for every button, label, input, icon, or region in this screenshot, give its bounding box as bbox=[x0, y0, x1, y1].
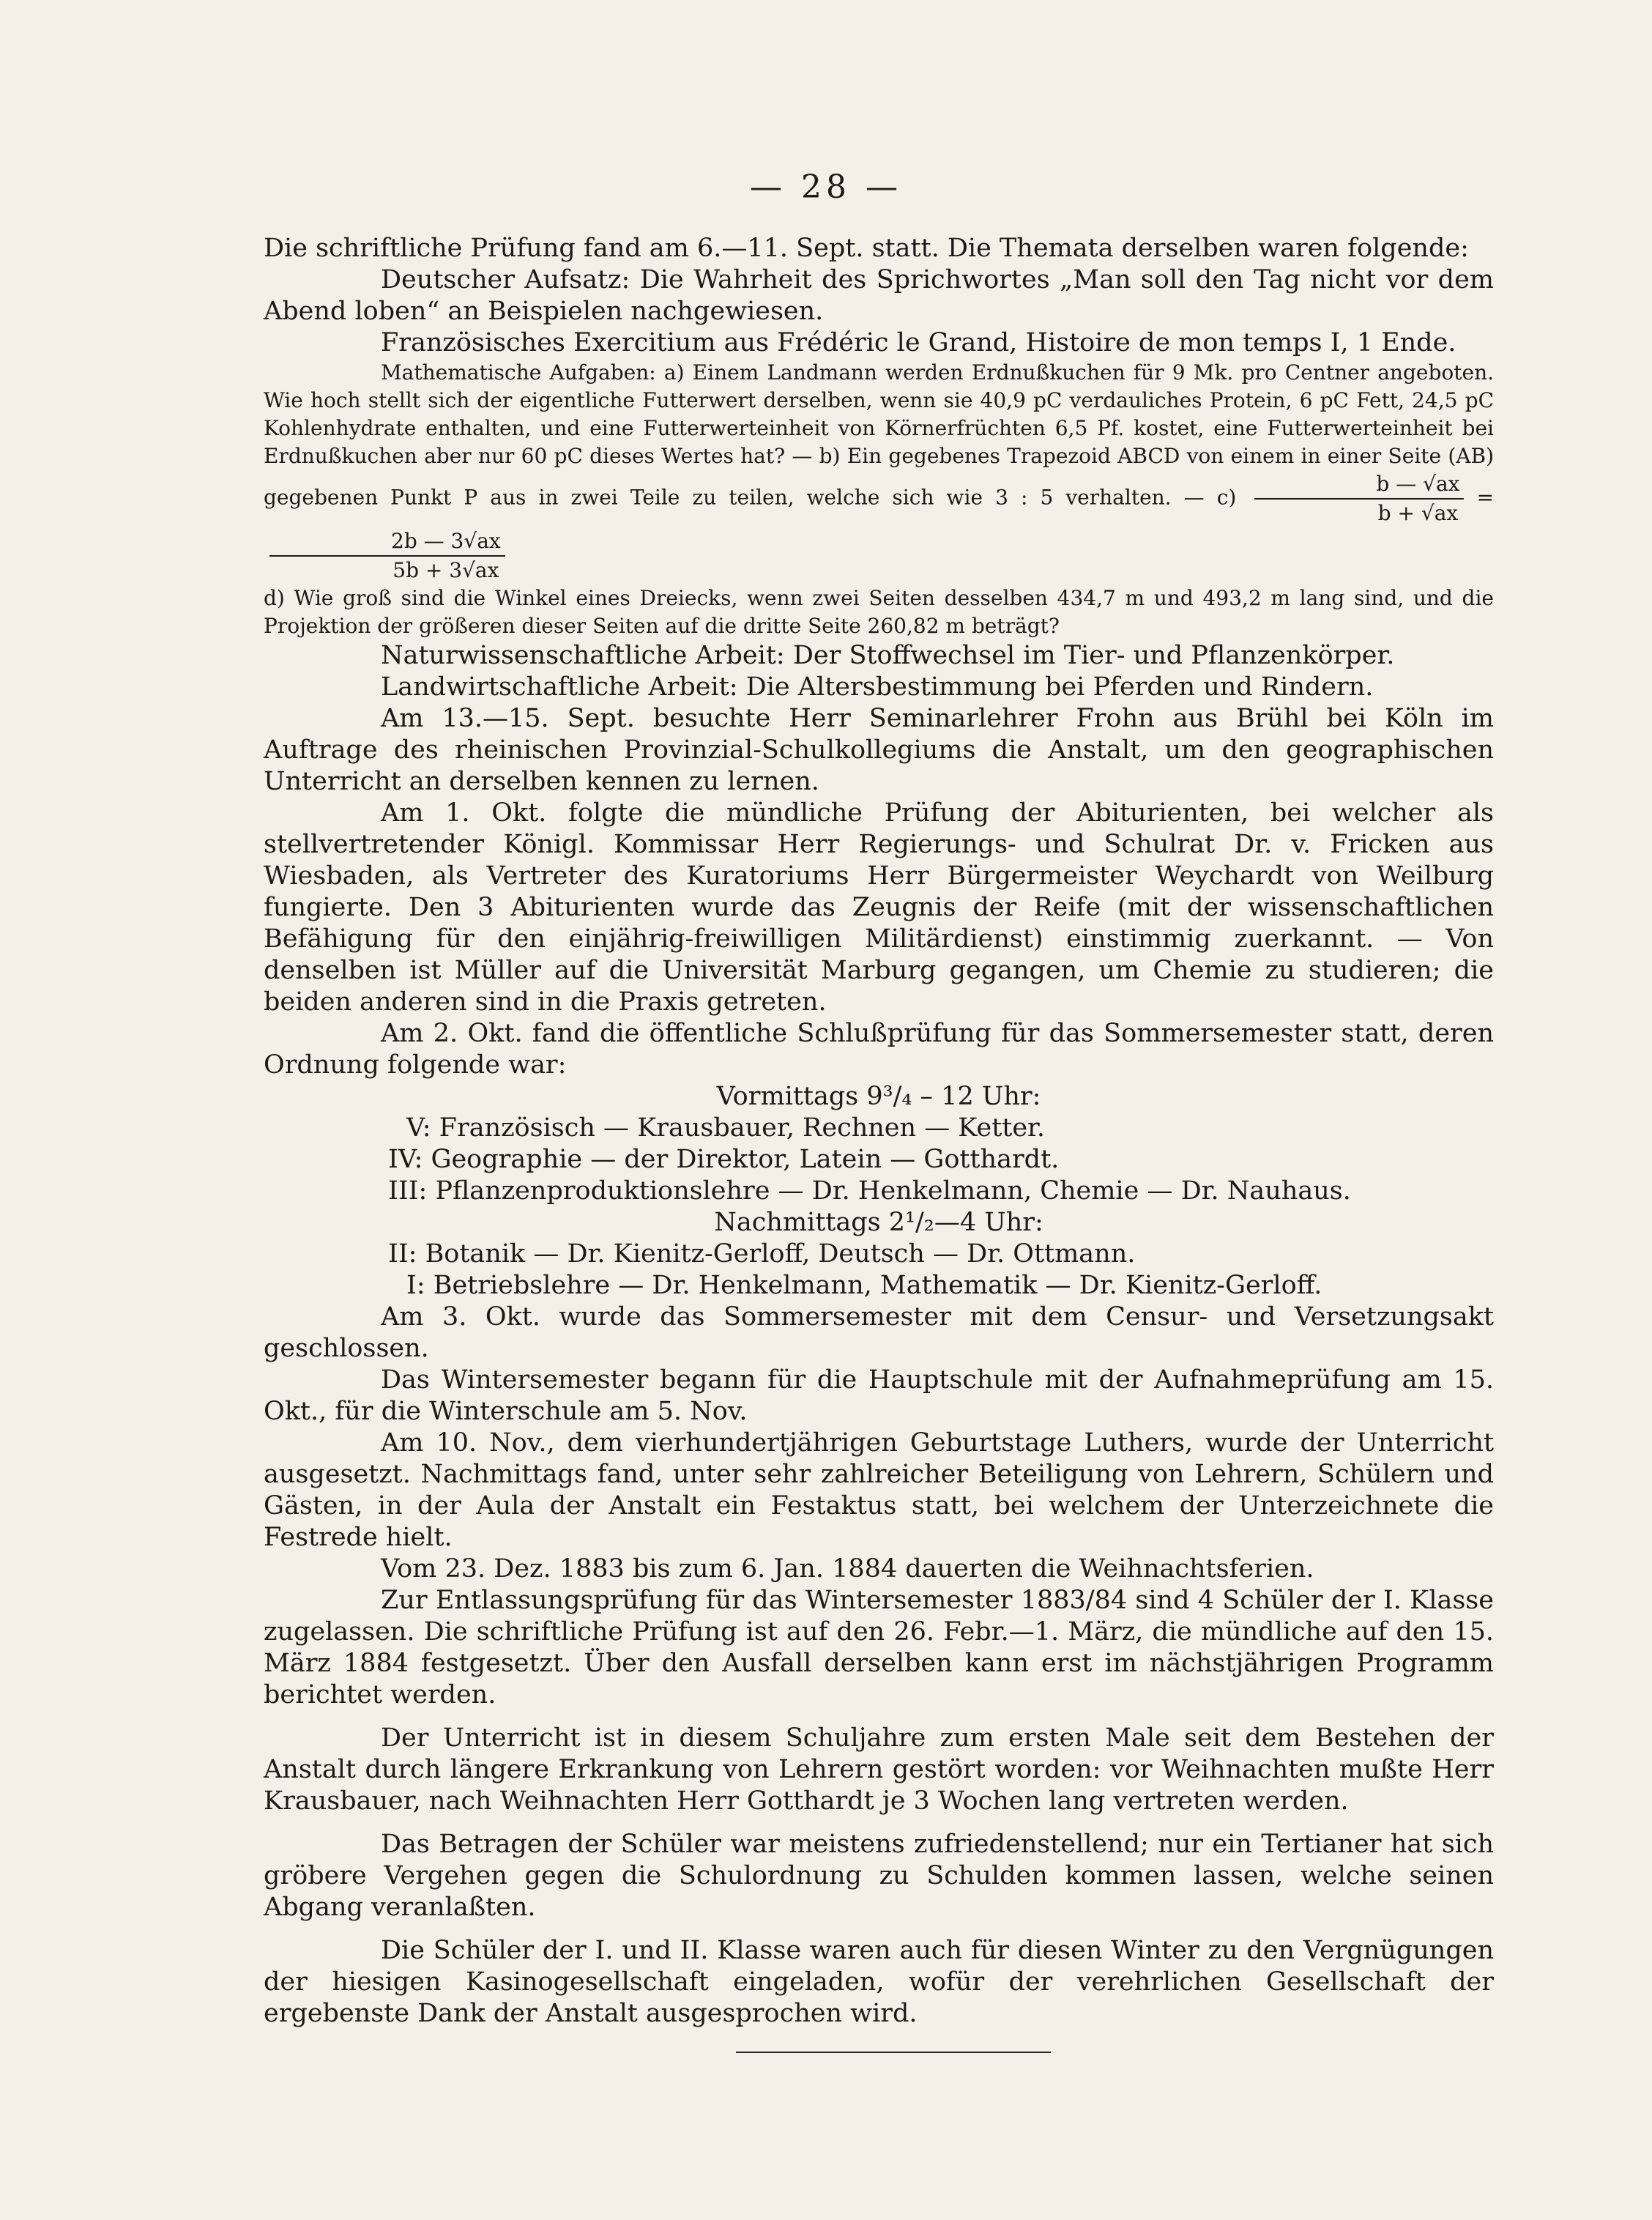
paragraph-final-exam: Am 2. Okt. fand die öffentliche Schlußprüfung für das Sommersemester statt, deren Ordnung folgende war: bbox=[264, 1019, 1494, 1080]
paragraph-conduct: Das Betragen der Schüler war meistens zufriedenstellend; nur ein Tertianer hat sich gröbere Vergehen gegen die Schulordnung zu Schulden kommen lassen, welche seinen Abgang veranlaßten. bbox=[264, 1830, 1494, 1922]
paragraph-french-exercise: Französisches Exercitium aus Frédéric le Grand, Histoire de mon temps I, 1 Ende. bbox=[381, 328, 1456, 357]
paragraph-christmas-holidays: Vom 23. Dez. 1883 bis zum 6. Jan. 1884 dauerten die Weihnachtsferien. bbox=[381, 1554, 1314, 1584]
schedule-line-i: I: Betriebslehre — Dr. Henkelmann, Mathematik — Dr. Kienitz-Gerloff. bbox=[406, 1271, 1322, 1300]
paragraph-agriculture-work: Landwirtschaftliche Arbeit: Die Altersbestimmung bei Pferden und Rindern. bbox=[381, 672, 1374, 702]
paragraph-casino: Die Schüler der I. und II. Klasse waren auch für diesen Winter zu den Vergnügungen der hiesigen Kasinogesellschaft eingeladen, wofür der verehrlichen Gesellschaft der ergebenste Dank der Anstalt ausgesprochen wird. bbox=[264, 1936, 1494, 2028]
paragraph-leaving-exam: Zur Entlassungsprüfung für das Wintersemester 1883/84 sind 4 Schüler der I. Klasse zugelassen. Die schriftliche Prüfung ist auf den 26. Febr.—1. März, die mündliche auf den 15. März 1884 festgesetzt. Über den Ausfall derselben kann erst im nächstjährigen Programm berichtet werden. bbox=[264, 1586, 1494, 1709]
paragraph-winter-semester: Das Wintersemester begann für die Hauptschule mit der Aufnahmeprüfung am 15. Okt., für die Winterschule am 5. Nov. bbox=[264, 1365, 1494, 1426]
paragraph-exam-intro: Die schriftliche Prüfung fand am 6.—11. Sept. statt. Die Themata derselben waren folgende: bbox=[264, 234, 1469, 263]
paragraph-german-essay: Deutscher Aufsatz: Die Wahrheit des Sprichwortes „Man soll den Tag nicht vor dem Abend loben“ an Beispielen nachgewiesen. bbox=[264, 265, 1494, 326]
schedule-line-iii: III: Pflanzenproduktionslehre — Dr. Henkelmann, Chemie — Dr. Nauhaus. bbox=[388, 1176, 1351, 1206]
paragraph-science-work: Naturwissenschaftliche Arbeit: Der Stoffwechsel im Tier- und Pflanzenkörper. bbox=[381, 641, 1395, 670]
schedule-afternoon-heading: Nachmittags 2¹/₂—4 Uhr: bbox=[714, 1208, 1043, 1237]
page-number: — 28 — bbox=[750, 168, 902, 206]
paragraph-semester-close: Am 3. Okt. wurde das Sommersemester mit dem Censur- und Versetzungsakt geschlossen. bbox=[264, 1302, 1494, 1363]
paragraph-luther-day: Am 10. Nov., dem vierhundertjährigen Geburtstage Luthers, wurde der Unterricht ausgesetzt. Nachmittags fand, unter sehr zahlreicher Beteiligung von Lehrern, Schülern und Gästen, in der Aula der Anstalt ein Festaktus statt, bei welchem der Unterzeichnete die Festrede hielt. bbox=[264, 1428, 1494, 1552]
paragraph-math-tasks bbox=[264, 359, 1494, 584]
paragraph-gap bbox=[264, 1923, 1494, 1935]
paragraph-illness: Der Unterricht ist in diesem Schuljahre zum ersten Male seit dem Bestehen der Anstalt durch längere Erkrankung von Lehrern gestört worden: vor Weihnachten mußte Herr Krausbauer, nach Weihnachten Herr Gotthardt je 3 Wochen lang vertreten werden. bbox=[264, 1723, 1494, 1816]
formula-right-denominator: 5b + 3√ax bbox=[392, 558, 499, 582]
schedule-morning-heading: Vormittags 9³/₄ – 12 Uhr: bbox=[716, 1082, 1041, 1111]
paragraph-gap bbox=[264, 1817, 1494, 1829]
math-tasks-text: Mathematische Aufgaben: a) Einem Landmann werden Erdnußkuchen für 9 Mk. pro Centner angeboten. Wie hoch stellt sich der eigentliche Futterwert derselben, wenn sie 40,9 pC verdauliches Protein, 6 pC Fett, 24,5 pC Kohlenhydrate enthalten, und eine Futterwerteinheit von Körnerfrüchten 6,5 Pf. kostet, eine Futterwerteinheit bei Erdnußkuchen aber nur 60 pC dieses Wertes hat? — b) Ein gegebenes Trapezoid ABCD von einem in einer Seite (AB) gegebenen Punkt P aus in zwei Teile zu teilen, welche sich wie 3 : 5 verhalten. — c) bbox=[264, 360, 1494, 510]
formula-left-fraction bbox=[1254, 470, 1464, 527]
paragraph-oral-exam: Am 1. Okt. folgte die mündliche Prüfung der Abiturienten, bei welcher als stellvertretender Königl. Kommissar Herr Regierungs- und Schulrat Dr. v. Fricken aus Wiesbaden, als Vertreter des Kuratoriums Herr Bürgermeister Weychardt von Weilburg fungierte. Den 3 Abiturienten wurde das Zeugnis der Reife (mit der wissenschaftlichen Befähigung für den einjährig-freiwilligen Militärdienst) einstimmig zuerkannt. — Von denselben ist Müller auf die Universität Marburg gegangen, um Chemie zu studieren; die beiden anderen sind in die Praxis getreten. bbox=[264, 798, 1494, 1017]
paragraph-visit-frohn: Am 13.—15. Sept. besuchte Herr Seminarlehrer Frohn aus Brühl bei Köln im Auftrage des rheinischen Provinzial-Schulkollegiums die Anstalt, um den geographischen Unterricht an derselben kennen zu lernen. bbox=[264, 704, 1494, 796]
document-body bbox=[264, 233, 1494, 2053]
paragraph-gap bbox=[264, 1711, 1494, 1723]
formula-right-fraction bbox=[269, 527, 505, 584]
schedule-line-v: V: Französisch — Krausbauer, Rechnen — Ketter. bbox=[406, 1113, 1046, 1143]
formula-right-numerator: 2b — 3√ax bbox=[269, 527, 505, 557]
schedule-line-iv: IV: Geographie — der Direktor, Latein — Gotthardt. bbox=[388, 1145, 1060, 1174]
paragraph-math-task-d: d) Wie groß sind die Winkel eines Dreiecks, wenn zwei Seiten desselben 434,7 m und 493,2 m lang sind, und die Projektion der größeren dieser Seiten auf die dritte Seite 260,82 m beträgt? bbox=[264, 586, 1494, 638]
formula-left-denominator: b + √ax bbox=[1377, 501, 1459, 525]
closing-rule bbox=[736, 2052, 1051, 2053]
schedule-line-ii: II: Botanik — Dr. Kienitz-Gerloff, Deutsch — Dr. Ottmann. bbox=[388, 1239, 1136, 1269]
formula-left-numerator: b — √ax bbox=[1254, 470, 1464, 500]
formula-equals: = bbox=[1476, 485, 1495, 510]
